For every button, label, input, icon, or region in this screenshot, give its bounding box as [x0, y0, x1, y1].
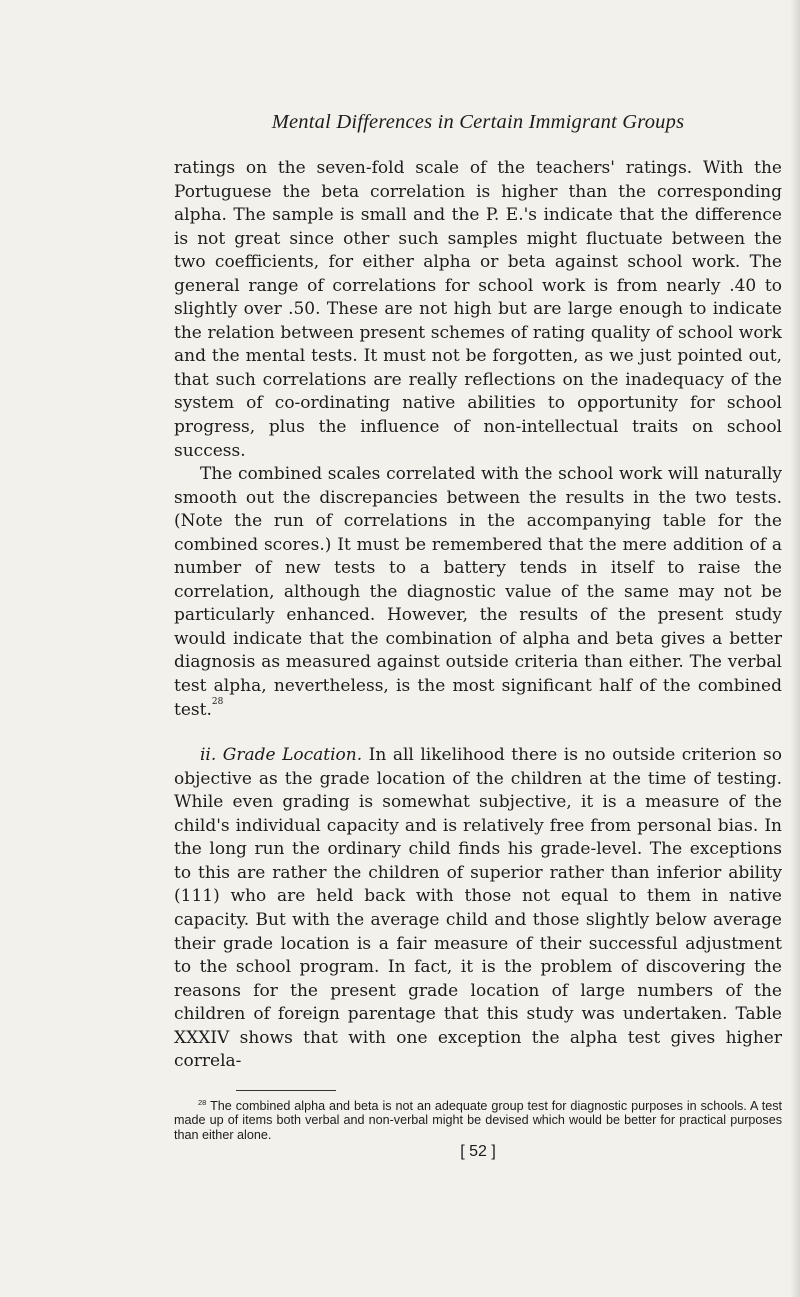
paragraph-2 [174, 463, 782, 722]
paragraph-1: ratings on the seven-fold scale of the teachers' ratings. With the Portuguese the beta correlation is higher than the corresponding alpha. The sample is small and the P. E.'s indicate that the difference is not great since other such samples might fluctuate between the two coefficients, for either alpha or beta against school work. The general range of correlations for school work is from nearly .40 to slightly over .50. These are not high but are large enough to indicate the relation between present schemes of rating quality of school work and the mental tests. It must not be forgotten, as we just pointed out, that such correlations are really reflections on the inadequacy of the system of co-ordinating native abilities to opportunity for school progress, plus the influence of non-intellectual traits on school success. [174, 158, 782, 461]
footnote-text: The combined alpha and beta is not an adequate group test for diagnostic purposes in schools. A test made up of items both verbal and non-verbal might be devised which would be better for practical purposes than either alone. [174, 1099, 783, 1142]
scan-edge-shadow [790, 0, 800, 1297]
page-number: [ 52 ] [460, 1143, 496, 1160]
book-page [174, 0, 782, 1297]
running-head: Mental Differences in Certain Immigrant Groups [271, 111, 685, 133]
subsection-heading: ii. Grade Location. [200, 745, 363, 766]
footnote [174, 1096, 782, 1142]
paragraph-2-text: The combined scales correlated with the school work will naturally smooth out the discrepancies between the results in the two tests. (Note the run of correlations in the accompanying table for the combined scores.) It must be remembered that the mere addition of a number of new tests to a battery tends in itself to raise the correlation, although the diagnostic value of the same may not be particularly enhanced. However, the results of the present study would indicate that the combination of alpha and beta gives a better diagnosis as measured against outside criteria than either. The verbal test alpha, nevertheless, is the most significant half of the combined test. [174, 464, 782, 720]
body-text [174, 157, 782, 1074]
footnote-reference: 28 [211, 696, 224, 707]
footnote-paragraph [174, 1096, 782, 1142]
footnote-rule [236, 1090, 336, 1091]
subsection-text: In all likelihood there is no outside criterion so objective as the grade location of the children at the time of testing. While even grading is somewhat subjective, it is a measure of the child's individual capacity and is relatively free from personal bias. In the long run the ordinary child finds his grade-level. The exceptions to this are rather the children of superior rather than inferior ability (111) who are held back with those not equal to them in native capacity. But with the average child and those slightly below average their grade location is a fair measure of their successful adjustment to the school program. In fact, it is the problem of discovering the reasons for the present grade location of large numbers of the children of foreign parentage that this study was undertaken. Table XXXIV shows that with one exception the alpha test gives higher correla- [174, 745, 782, 1072]
subsection-paragraph [174, 744, 782, 1074]
footnote-number: 28 [198, 1098, 207, 1107]
